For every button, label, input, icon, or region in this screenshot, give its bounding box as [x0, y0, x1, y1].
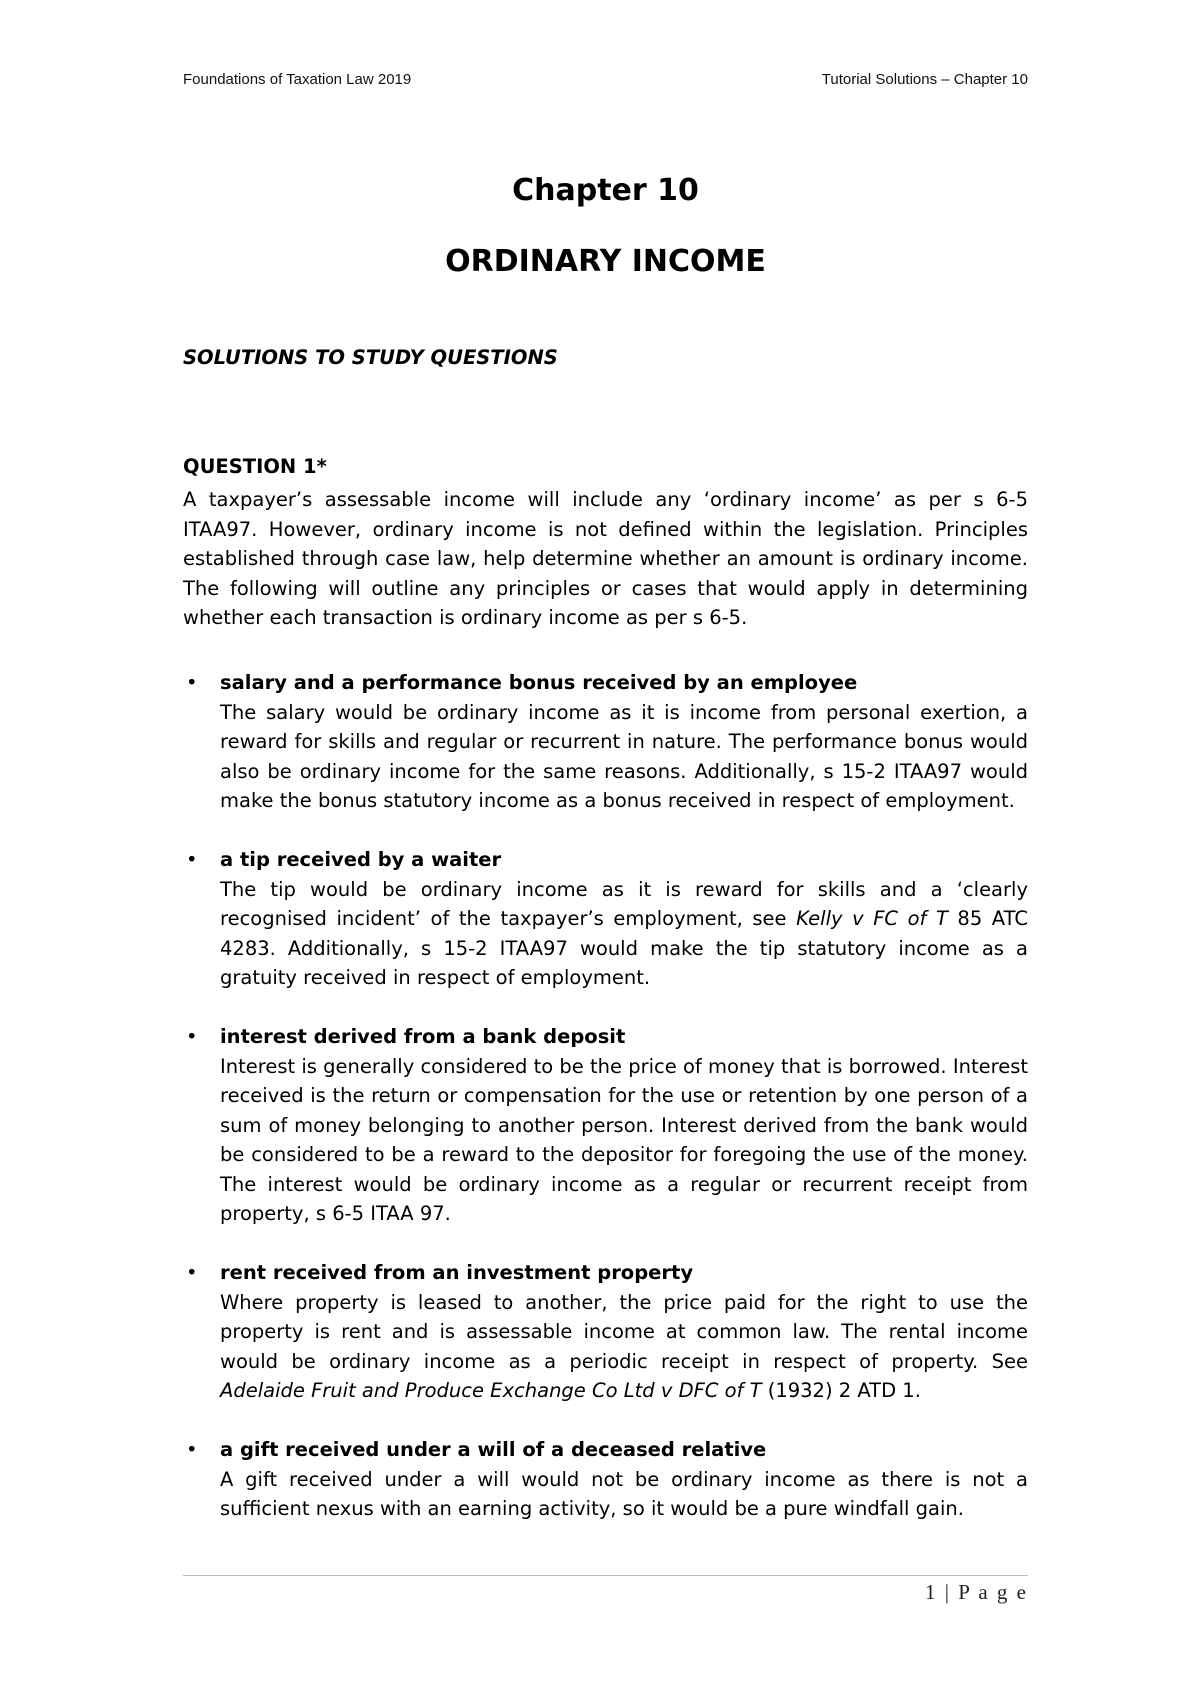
list-item	[183, 1435, 1028, 1524]
page-number: 1 | P a g e	[925, 1580, 1028, 1604]
case-citation: Adelaide Fruit and Produce Exchange Co Ltd v DFC of T	[220, 1379, 762, 1402]
item-text: Interest is generally considered to be the price of money that is borrowed. Interest received is the return or compensation for the use or retention by one person of a sum of money belonging to another person. Interest derived from the bank would be considered to be a reward to the depositor for foregoing the use of the money. The interest would be ordinary income as a regular or recurrent receipt from property, s 6-5 ITAA 97.	[220, 1054, 1028, 1225]
item-heading: salary and a performance bonus received by an employee	[220, 671, 858, 694]
item-heading: interest derived from a bank deposit	[220, 1025, 626, 1048]
item-text: A gift received under a will would not be ordinary income as there is not a sufficient nexus with an earning activity, so it would be a pure windfall gain.	[220, 1467, 1028, 1520]
item-text-after: 85 ATC 4283. Additionally, s 15-2 ITAA97 would make the tip statutory income as a gratuity received in respect of employment.	[220, 907, 1028, 989]
bullet-icon: •	[186, 848, 198, 871]
list-item	[183, 1022, 1028, 1229]
item-text: The salary would be ordinary income as it is income from personal exertion, a reward for skills and regular or recurrent in nature. The performance bonus would also be ordinary income for the same reasons. Additionally, s 15-2 ITAA97 would make the bonus statutory income as a bonus received in respect of employment.	[220, 700, 1028, 812]
case-citation: Kelly v FC of T	[796, 907, 948, 930]
section-subtitle: SOLUTIONS TO STUDY QUESTIONS	[183, 346, 558, 369]
list-item	[183, 845, 1028, 993]
item-text-before: Where property is leased to another, the price paid for the right to use the property is rent and is assessable income at common law. The rental income would be ordinary income as a periodic receipt in respect of property. See	[220, 1290, 1028, 1373]
bullet-icon: •	[186, 1261, 198, 1284]
list-item	[183, 668, 1028, 816]
running-header-left: Foundations of Taxation Law 2019	[183, 71, 412, 88]
bullet-icon: •	[186, 1025, 198, 1048]
bullet-icon: •	[186, 1438, 198, 1461]
item-text-before: The tip would be ordinary income as it is reward for skills and a ‘clearly recognised incident’ of the taxpayer’s employment, see	[220, 877, 1028, 930]
item-heading: rent received from an investment property	[220, 1261, 694, 1284]
item-text-after: (1932) 2 ATD 1.	[761, 1379, 921, 1402]
item-heading: a tip received by a waiter	[220, 848, 502, 871]
chapter-title: Chapter 10	[512, 173, 699, 208]
question-intro: A taxpayer’s assessable income will include any ‘ordinary income’ as per s 6-5 ITAA97. However, ordinary income is not defined within the legislation. Principles established through case law, help determine whether an amount is ordinary income. The following will outline any principles or cases that would apply in determining whether each transaction is ordinary income as per s 6-5.	[183, 488, 1028, 629]
list-item	[183, 1258, 1028, 1406]
footer-divider	[183, 1575, 1028, 1576]
item-text	[220, 875, 1028, 993]
question-label: QUESTION 1*	[183, 455, 327, 478]
chapter-topic: ORDINARY INCOME	[445, 244, 766, 279]
bullet-icon: •	[186, 671, 198, 694]
running-header-right: Tutorial Solutions – Chapter 10	[821, 71, 1028, 88]
answer-list	[183, 668, 1028, 1553]
item-heading: a gift received under a will of a deceased relative	[220, 1438, 767, 1461]
item-text	[220, 1288, 1028, 1406]
